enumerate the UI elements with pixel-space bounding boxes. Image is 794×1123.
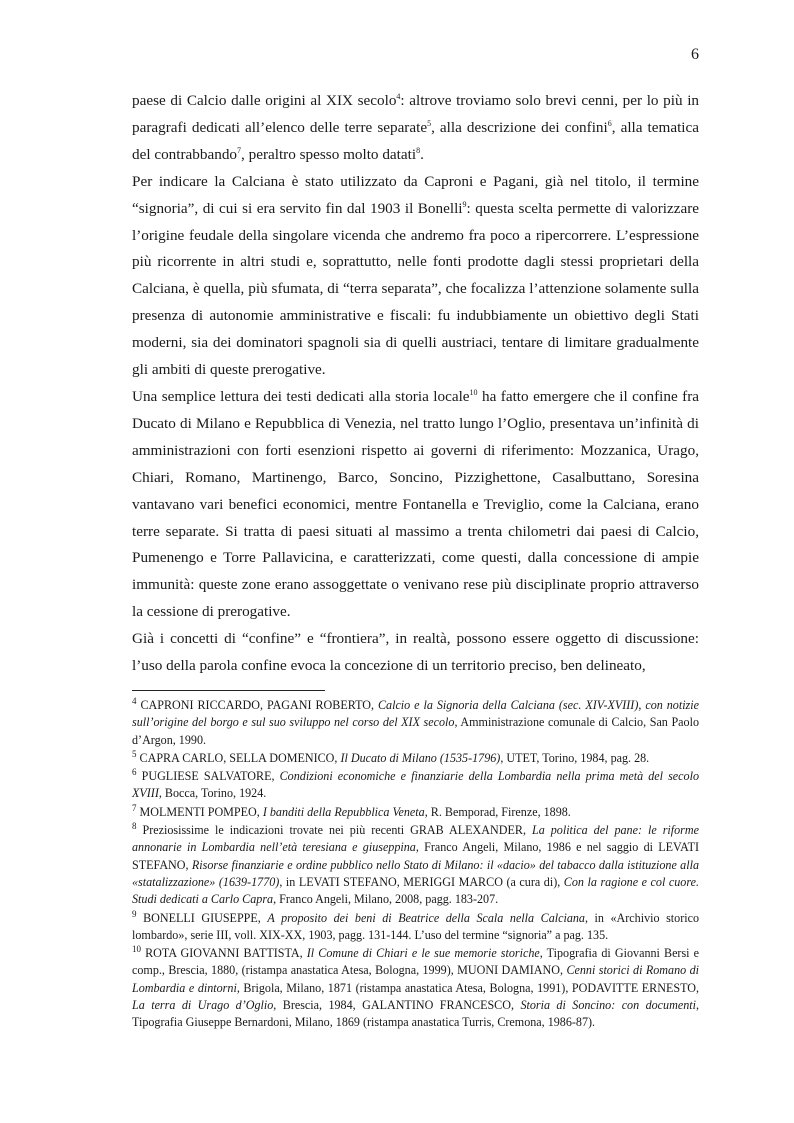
italic-title: Risorse finanziarie e ordine pubblico nello Stato di Milano: il «dacio» del tabacco dalla istituzione alla «statalizzazione» (1639-1770) [132,857,699,889]
text-run: , R. Bemporad, Firenze, 1898. [424,804,571,819]
text-run: , Franco Angeli, Milano, 1986 e nel saggio di LEVATI STEFANO, [132,840,699,872]
footnote-8 [132,822,699,908]
footnote-6 [132,768,699,803]
text-run: : altrove troviamo solo brevi cenni, per lo più in paragrafi dedicati all’elenco delle terre separate [132,92,700,136]
footnote-number: 10 [132,944,141,955]
text-run: ROTA GIOVANNI BATTISTA, [145,946,307,961]
footnote-ref-9[interactable]: 9 [462,199,467,209]
footnote-9 [132,910,699,945]
text-run: , Tipografia Giuseppe Bernardoni, Milano, 1869 (ristampa anastatica Turris, Cremona, 1986-87). [132,998,699,1030]
footnote-ref-7[interactable]: 7 [237,145,242,155]
footnote-ref-10[interactable]: 10 [469,387,478,397]
text-run: , Brigola, Milano, 1871 (ristampa anastatica Atesa, Bologna, 1991), PODAVITTE ERNESTO, [236,980,700,995]
italic-title: La terra di Urago d’Oglio [132,998,274,1013]
text-run: Per indicare la Calciana è stato utilizzato da Caproni e Pagani, già nel titolo, il termine “signoria”, di cui si era servito fin dal 1903 il Bonelli [132,172,699,217]
body-text [132,88,699,680]
text-run: , Bocca, Torino, 1924. [158,786,267,801]
paragraph-4 [132,626,699,680]
footnote-number: 4 [132,695,137,706]
italic-title: Calcio e la Signoria della Calciana (sec. XIV-XVIII), con notizie sull’origine del borgo e sul suo sviluppo nel corso del XIX secolo [132,698,699,730]
text-run: , alla descrizione dei confini [431,118,608,136]
text-run: , Amministrazione comunale di Calcio, San Paolo d’Argon, 1990. [132,715,699,747]
text-run: , peraltro spesso molto datati [241,145,417,163]
text-run: , alla tematica del contrabbando [132,118,699,163]
footnote-ref-8[interactable]: 8 [416,145,421,155]
footnote-10 [132,945,699,1031]
footnote-number: 9 [132,908,137,919]
italic-title: Il Ducato di Milano (1535-1796) [340,750,501,765]
text-run: : questa scelta permette di valorizzare l’origine feudale della singolare vicenda che andremo fra poco a ripercorrere. L’espressione più ricorrente in altri studi e, soprattutto, nelle fonti prodotte dagli stessi proprietari della Calciana, è quella, più sfumata, di “terra separata”, che focalizza l’attenzione solamente sulla presenza di autonomie amministrative e fiscali: fu indubbiamente un obiettivo degli Stati moderni, sia dei dominatori spagnoli sia di quelli austriaci, tentare di limitare gradualmente gli ambiti di queste prerogative. [132,199,699,379]
italic-title: I banditi della Repubblica Veneta [262,804,425,819]
footnote-ref-4[interactable]: 4 [396,91,401,101]
text-run: BONELLI GIUSEPPE, [143,910,268,925]
italic-title: Condizioni economiche e finanziarie della Lombardia nella prima metà del secolo XVIII [132,769,699,801]
italic-title: Cenni storici di Romano di Lombardia e dintorni [132,963,699,995]
italic-title: Il Comune di Chiari e le sue memorie storiche [306,946,540,961]
italic-title: Storia di Soncino: con documenti [520,998,696,1013]
text-run: MOLMENTI POMPEO, [139,804,263,819]
text-run: , UTET, Torino, 1984, pag. 28. [500,750,650,765]
italic-title: A proposito dei beni di Beatrice della Scala nella Calciana [267,910,585,925]
text-run: Preziosissime le indicazioni trovate nei più recenti GRAB ALEXANDER, [142,823,532,838]
text-run: CAPRA CARLO, SELLA DOMENICO, [139,750,341,765]
page-number: 6 [691,46,699,63]
footnote-separator [132,690,325,691]
footnote-7 [132,804,699,821]
text-run: , in «Archivio storico lombardo», serie III, voll. XIX-XX, 1903, pagg. 131-144. L’uso del termine “signoria” a pag. 135. [132,910,700,942]
paragraph-3 [132,384,699,626]
footnote-ref-5[interactable]: 5 [427,118,432,128]
text-run: Già i concetti di “confine” e “frontiera”, in realtà, possono essere oggetto di discussione: l’uso della parola confine evoca la concezione di un territorio preciso, ben delineato, [132,630,699,675]
paragraph-1 [132,88,699,169]
text-run: paese di Calcio dalle origini al XIX secolo [132,92,397,109]
footnote-4 [132,697,699,749]
italic-title: La politica del pane: le riforme annonarie in Lombardia nell’età teresiana e giuseppina [132,823,699,855]
italic-title: Con la ragione e col cuore. Studi dedicati a Carlo Capra [132,874,699,907]
footnote-number: 5 [132,748,137,759]
text-run: , Franco Angeli, Milano, 2008, pagg. 183-207. [273,892,499,907]
footnote-number: 7 [132,802,137,813]
footnotes [132,697,699,1033]
footnote-number: 8 [132,821,137,832]
text-run: , Brescia, 1984, GALANTINO FRANCESCO, [273,998,521,1013]
text-run: , in LEVATI STEFANO, MERIGGI MARCO (a cura di), [279,874,564,889]
footnote-5 [132,750,699,767]
text-run: ha fatto emergere che il confine fra Ducato di Milano e Repubblica di Venezia, nel tratto lungo l’Oglio, presentava un’infinità di amministrazioni con forti esenzioni rispetto ai governi di riferimento: Mozzanica, Urago, Chiari, Romano, Martinengo, Barco, Soncino, Pizzighettone, Casalbuttano, Soresina vantavano vari benefici economici, mentre Fontanella e Treviglio, come la Calciana, erano terre separate. Si tratta di paesi situati al massimo a trenta chilometri dai paesi di Calcio, Pumenengo e Torre Pallavicina, e caratterizzati, come questi, dalla concessione di ampie immunità: queste zone erano assoggettate o venivano rese più disciplinate proprio attraverso la cessione di prerogative. [132,387,699,621]
text-run: PUGLIESE SALVATORE, [141,769,280,784]
paragraph-2 [132,169,699,384]
text-run: . [420,145,424,163]
footnote-number: 6 [132,767,137,778]
footnote-ref-6[interactable]: 6 [607,118,612,128]
text-run: , Tipografia di Giovanni Bersi e comp., Brescia, 1880, (ristampa anastatica Atesa, Bologna, 1999), MUONI DAMIANO, [132,946,699,978]
text-run: Una semplice lettura dei testi dedicati alla storia locale [132,387,470,405]
text-run: CAPRONI RICCARDO, PAGANI ROBERTO, [140,698,378,712]
